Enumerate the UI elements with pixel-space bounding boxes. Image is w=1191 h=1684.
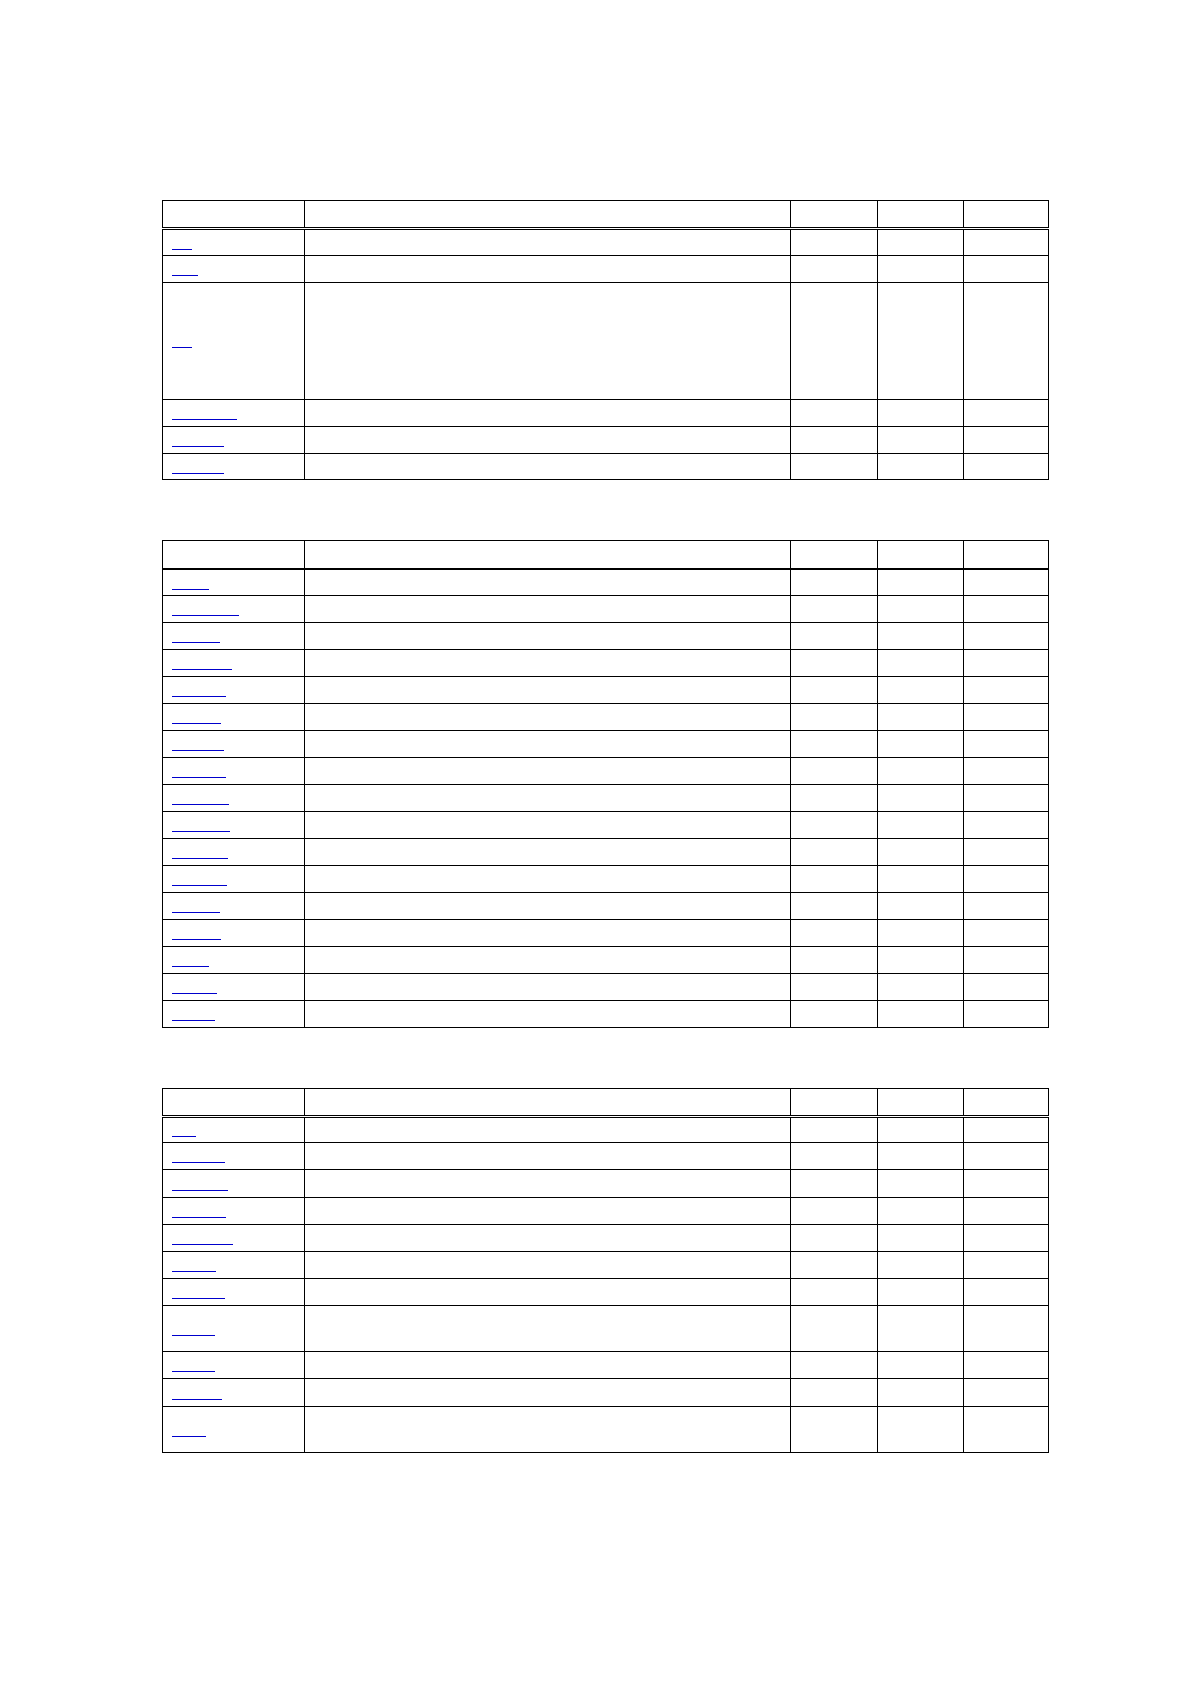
row-link[interactable]: [172, 1258, 216, 1272]
row-link[interactable]: [172, 460, 224, 474]
table-row: [163, 283, 1049, 400]
table-cell: [305, 947, 791, 974]
link-cell: [163, 758, 305, 785]
table-row: [163, 1198, 1049, 1225]
table-cell: [964, 1379, 1049, 1407]
table-cell: [791, 1252, 878, 1279]
table-row: [163, 974, 1049, 1001]
column-header: [305, 541, 791, 569]
table-cell: [791, 1143, 878, 1170]
table-row: [163, 758, 1049, 785]
row-link[interactable]: [172, 926, 221, 940]
table-cell: [305, 1306, 791, 1352]
table-cell: [305, 256, 791, 283]
table-row: [163, 1306, 1049, 1352]
table-cell: [791, 454, 878, 480]
link-cell: [163, 866, 305, 893]
row-link[interactable]: [172, 899, 220, 913]
column-header: [305, 1089, 791, 1117]
table-cell: [305, 1170, 791, 1198]
link-cell: [163, 1170, 305, 1198]
table-cell: [964, 1143, 1049, 1170]
column-header: [791, 201, 878, 229]
table-cell: [305, 704, 791, 731]
table-cell: [791, 947, 878, 974]
table-cell: [878, 623, 964, 650]
table-row: [163, 650, 1049, 677]
row-link[interactable]: [172, 953, 209, 967]
link-cell: [163, 812, 305, 839]
table-cell: [791, 1225, 878, 1252]
column-header: [964, 201, 1049, 229]
table-row: [163, 1407, 1049, 1453]
table-cell: [964, 1198, 1049, 1225]
table-row: [163, 400, 1049, 427]
table-row: [163, 920, 1049, 947]
table-row: [163, 596, 1049, 623]
table-cell: [878, 569, 964, 596]
link-cell: [163, 704, 305, 731]
table-cell: [878, 427, 964, 454]
table-cell: [878, 454, 964, 480]
link-cell: [163, 677, 305, 704]
table-row: [163, 1001, 1049, 1028]
row-link[interactable]: [172, 1358, 215, 1372]
table-cell: [878, 839, 964, 866]
link-cell: [163, 1198, 305, 1225]
header-row: [163, 541, 1049, 569]
table-row: [163, 1379, 1049, 1407]
table-cell: [878, 758, 964, 785]
table-row: [163, 893, 1049, 920]
table-cell: [305, 731, 791, 758]
table-cell: [878, 677, 964, 704]
table-row: [163, 785, 1049, 812]
link-cell: [163, 1352, 305, 1379]
table-row: [163, 1279, 1049, 1306]
table-cell: [964, 1117, 1049, 1143]
row-link[interactable]: [172, 576, 209, 590]
table-3: [162, 1088, 1049, 1453]
table-cell: [791, 1379, 878, 1407]
link-cell: [163, 1379, 305, 1407]
table-cell: [964, 623, 1049, 650]
table-cell: [964, 731, 1049, 758]
table-cell: [878, 1352, 964, 1379]
link-cell: [163, 1117, 305, 1143]
table-cell: [791, 1117, 878, 1143]
table-row: [163, 839, 1049, 866]
table-cell: [305, 893, 791, 920]
row-link[interactable]: [172, 262, 198, 276]
table-cell: [305, 1001, 791, 1028]
table-cell: [305, 569, 791, 596]
column-header: [964, 541, 1049, 569]
table-row: [163, 1143, 1049, 1170]
table-cell: [305, 1117, 791, 1143]
link-cell: [163, 454, 305, 480]
row-link[interactable]: [172, 1231, 233, 1245]
table-cell: [964, 1001, 1049, 1028]
table-cell: [791, 569, 878, 596]
row-link[interactable]: [172, 656, 232, 670]
table-cell: [305, 454, 791, 480]
table-row: [163, 1252, 1049, 1279]
table-cell: [964, 677, 1049, 704]
table-cell: [305, 427, 791, 454]
header-row: [163, 1089, 1049, 1117]
row-link[interactable]: [172, 1007, 215, 1021]
table-row: [163, 229, 1049, 256]
table-cell: [791, 758, 878, 785]
table-cell: [305, 650, 791, 677]
table-cell: [791, 731, 878, 758]
table-cell: [878, 1306, 964, 1352]
table-cell: [305, 677, 791, 704]
row-link[interactable]: [172, 1285, 225, 1299]
link-cell: [163, 1407, 305, 1453]
link-cell: [163, 596, 305, 623]
table-cell: [964, 427, 1049, 454]
table-cell: [878, 596, 964, 623]
table-row: [163, 812, 1049, 839]
table-cell: [305, 1379, 791, 1407]
table-cell: [878, 1279, 964, 1306]
column-header: [878, 541, 964, 569]
link-cell: [163, 785, 305, 812]
table-cell: [791, 623, 878, 650]
table-cell: [791, 893, 878, 920]
table-cell: [964, 454, 1049, 480]
table-row: [163, 623, 1049, 650]
table-cell: [964, 1306, 1049, 1352]
link-cell: [163, 623, 305, 650]
table-cell: [305, 1252, 791, 1279]
table-1: [162, 200, 1049, 480]
link-cell: [163, 920, 305, 947]
table-row: [163, 866, 1049, 893]
row-link[interactable]: [172, 1149, 225, 1163]
column-header: [305, 201, 791, 229]
table-cell: [878, 1225, 964, 1252]
row-link[interactable]: [172, 1423, 206, 1437]
link-cell: [163, 1252, 305, 1279]
table-cell: [791, 677, 878, 704]
table-cell: [791, 839, 878, 866]
table-cell: [791, 1352, 878, 1379]
table-cell: [964, 704, 1049, 731]
table-cell: [964, 569, 1049, 596]
link-cell: [163, 731, 305, 758]
table-cell: [791, 812, 878, 839]
row-link[interactable]: [172, 1386, 222, 1400]
table-cell: [791, 1170, 878, 1198]
table-cell: [964, 974, 1049, 1001]
row-link[interactable]: [172, 433, 224, 447]
table-cell: [305, 1279, 791, 1306]
row-link[interactable]: [172, 602, 239, 616]
table-cell: [791, 229, 878, 256]
table-cell: [791, 1279, 878, 1306]
table-cell: [791, 866, 878, 893]
table-cell: [878, 947, 964, 974]
table-cell: [964, 839, 1049, 866]
link-cell: [163, 256, 305, 283]
row-link[interactable]: [172, 764, 226, 778]
row-link[interactable]: [172, 629, 220, 643]
table-cell: [964, 866, 1049, 893]
table-cell: [964, 920, 1049, 947]
table-cell: [791, 1407, 878, 1453]
table-row: [163, 256, 1049, 283]
link-cell: [163, 974, 305, 1001]
table-cell: [305, 1225, 791, 1252]
table-cell: [305, 812, 791, 839]
column-header: [878, 1089, 964, 1117]
row-link[interactable]: [172, 980, 217, 994]
row-link[interactable]: [172, 1177, 228, 1191]
table-cell: [305, 1407, 791, 1453]
table-cell: [878, 893, 964, 920]
column-header: [791, 1089, 878, 1117]
table-cell: [305, 596, 791, 623]
table-cell: [878, 1117, 964, 1143]
table-cell: [791, 974, 878, 1001]
link-cell: [163, 229, 305, 256]
table-row: [163, 1117, 1049, 1143]
table-cell: [305, 1143, 791, 1170]
column-header: [163, 1089, 305, 1117]
table-cell: [305, 1198, 791, 1225]
table-cell: [964, 650, 1049, 677]
row-link[interactable]: [172, 845, 228, 859]
table-cell: [878, 785, 964, 812]
table-cell: [878, 812, 964, 839]
column-header: [163, 541, 305, 569]
link-cell: [163, 1306, 305, 1352]
table-cell: [878, 283, 964, 400]
table-cell: [791, 704, 878, 731]
table-cell: [878, 1170, 964, 1198]
link-cell: [163, 400, 305, 427]
table-cell: [791, 400, 878, 427]
table-cell: [305, 974, 791, 1001]
table-cell: [791, 1198, 878, 1225]
table-cell: [878, 1379, 964, 1407]
row-link[interactable]: [172, 1204, 226, 1218]
link-cell: [163, 283, 305, 400]
table-cell: [878, 256, 964, 283]
table-cell: [305, 623, 791, 650]
table-cell: [964, 893, 1049, 920]
table-cell: [878, 229, 964, 256]
table-cell: [791, 785, 878, 812]
table-cell: [964, 1225, 1049, 1252]
table-cell: [305, 920, 791, 947]
header-row: [163, 201, 1049, 229]
table-cell: [878, 866, 964, 893]
table-row: [163, 454, 1049, 480]
row-link[interactable]: [172, 1123, 196, 1137]
column-header: [791, 541, 878, 569]
table-cell: [964, 229, 1049, 256]
row-link[interactable]: [172, 406, 237, 420]
table-cell: [791, 1306, 878, 1352]
table-row: [163, 1352, 1049, 1379]
table-cell: [964, 1279, 1049, 1306]
table-cell: [964, 1352, 1049, 1379]
table-cell: [305, 839, 791, 866]
table-row: [163, 704, 1049, 731]
table-row: [163, 1170, 1049, 1198]
table-row: [163, 677, 1049, 704]
table-row: [163, 569, 1049, 596]
table-cell: [791, 256, 878, 283]
table-cell: [878, 974, 964, 1001]
table-cell: [964, 596, 1049, 623]
column-header: [163, 201, 305, 229]
table-cell: [878, 400, 964, 427]
link-cell: [163, 1143, 305, 1170]
row-link[interactable]: [172, 334, 192, 348]
table-cell: [878, 1407, 964, 1453]
row-link[interactable]: [172, 236, 192, 250]
table-cell: [964, 947, 1049, 974]
table-cell: [791, 650, 878, 677]
column-header: [964, 1089, 1049, 1117]
table-cell: [964, 758, 1049, 785]
link-cell: [163, 1279, 305, 1306]
table-row: [163, 947, 1049, 974]
table-cell: [964, 283, 1049, 400]
table-row: [163, 427, 1049, 454]
table-cell: [878, 731, 964, 758]
table-cell: [964, 256, 1049, 283]
table-cell: [305, 758, 791, 785]
link-cell: [163, 427, 305, 454]
table-cell: [878, 1143, 964, 1170]
table-cell: [305, 283, 791, 400]
row-link[interactable]: [172, 872, 227, 886]
row-link[interactable]: [172, 1322, 215, 1336]
table-cell: [964, 785, 1049, 812]
row-link[interactable]: [172, 710, 221, 724]
table-cell: [305, 866, 791, 893]
table-cell: [878, 704, 964, 731]
table-cell: [878, 920, 964, 947]
link-cell: [163, 1225, 305, 1252]
link-cell: [163, 650, 305, 677]
table-cell: [791, 1001, 878, 1028]
table-cell: [964, 1252, 1049, 1279]
table-cell: [791, 283, 878, 400]
table-cell: [305, 785, 791, 812]
link-cell: [163, 893, 305, 920]
table-row: [163, 1225, 1049, 1252]
link-cell: [163, 569, 305, 596]
table-cell: [791, 427, 878, 454]
link-cell: [163, 947, 305, 974]
link-cell: [163, 1001, 305, 1028]
link-cell: [163, 839, 305, 866]
table-cell: [964, 1170, 1049, 1198]
table-cell: [305, 400, 791, 427]
table-cell: [791, 920, 878, 947]
table-cell: [305, 229, 791, 256]
row-link[interactable]: [172, 683, 226, 697]
row-link[interactable]: [172, 791, 229, 805]
row-link[interactable]: [172, 737, 224, 751]
table-row: [163, 731, 1049, 758]
table-cell: [964, 400, 1049, 427]
column-header: [878, 201, 964, 229]
table-cell: [964, 1407, 1049, 1453]
table-cell: [878, 650, 964, 677]
table-cell: [878, 1252, 964, 1279]
row-link[interactable]: [172, 818, 230, 832]
table-cell: [878, 1198, 964, 1225]
table-2: [162, 540, 1049, 1028]
table-cell: [791, 596, 878, 623]
table-cell: [878, 1001, 964, 1028]
table-cell: [305, 1352, 791, 1379]
table-cell: [964, 812, 1049, 839]
